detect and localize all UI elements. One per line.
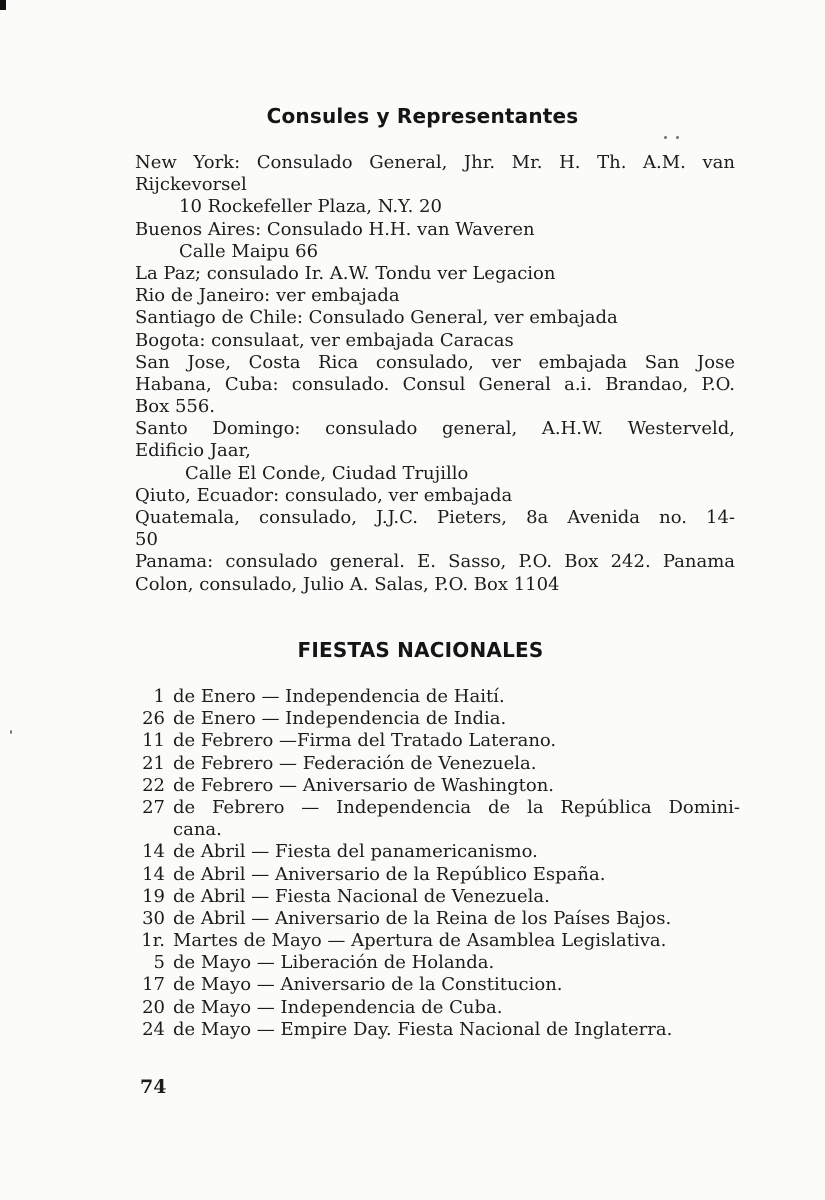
fiesta-row — [135, 797, 740, 819]
fiesta-day: 11 — [142, 730, 165, 752]
fiesta-row — [135, 708, 740, 730]
consul-line: Rio de Janeiro: ver embajada — [135, 285, 400, 307]
fiesta-day: 5 — [153, 952, 165, 974]
fiestas-heading: FIESTAS NACIONALES — [297, 638, 544, 662]
consul-line: Calle Maipu 66 — [179, 240, 319, 262]
fiesta-row — [135, 775, 740, 797]
fiesta-text: de Abril — Fiesta Nacional de Venezuela. — [173, 885, 550, 907]
consul-line: Santo Domingo: consulado general, A.H.W. Westerveld, — [135, 418, 735, 440]
scan-speck — [676, 136, 679, 139]
fiesta-text: de Mayo — Empire Day. Fiesta Nacional de Inglaterra. — [173, 1018, 673, 1040]
consul-line: Santiago de Chile: Consulado General, ver embajada — [135, 307, 618, 329]
fiesta-day: 19 — [142, 885, 165, 907]
fiesta-day: 14 — [142, 863, 165, 885]
consul-line: Habana, Cuba: consulado. Consul General a.i. Brandao, P.O. — [135, 373, 735, 395]
fiesta-day: 17 — [142, 974, 165, 996]
fiesta-row — [135, 997, 740, 1019]
fiesta-day: 27 — [142, 796, 165, 818]
fiesta-text: de Mayo — Independencia de Cuba. — [173, 996, 503, 1018]
fiesta-text: de Febrero — Independencia de la República Domini- — [173, 796, 740, 818]
fiesta-day: 24 — [142, 1018, 165, 1040]
fiesta-text: de Abril — Aniversario de la Repúblico España. — [173, 863, 606, 885]
fiesta-row — [135, 886, 740, 908]
fiesta-day: 1r. — [141, 930, 165, 952]
fiesta-day: 30 — [142, 907, 165, 929]
consul-line: Calle El Conde, Ciudad Trujillo — [185, 462, 469, 484]
fiesta-text: de Abril — Aniversario de la Reina de los Países Bajos. — [173, 907, 672, 929]
consul-line: Qiuto, Ecuador: consulado, ver embajada — [135, 484, 513, 506]
fiesta-row — [135, 753, 740, 775]
scan-speck — [10, 730, 12, 734]
consul-line: Quatemala, consulado, J.J.C. Pieters, 8a Avenida no. 14- — [135, 507, 735, 528]
fiesta-text: de Febrero —Firma del Tratado Laterano. — [173, 730, 557, 752]
fiesta-text: Martes de Mayo — Apertura de Asamblea Legislativa. — [173, 930, 667, 952]
consul-line: Edificio Jaar, — [135, 440, 251, 462]
fiesta-row — [135, 930, 740, 952]
consul-line: New York: Consulado General, Jhr. Mr. H. Th. A.M. van — [135, 152, 735, 173]
consul-line: San Jose, Costa Rica consulado, ver embajada San Jose — [135, 351, 735, 373]
consules-heading: Consules y Representantes — [266, 104, 579, 128]
fiesta-row — [135, 974, 740, 996]
consul-line: Buenos Aires: Consulado H.H. van Waveren — [135, 218, 535, 240]
consul-line: Rijckevorsel — [135, 174, 247, 196]
fiesta-row — [135, 841, 740, 863]
fiesta-row — [135, 686, 740, 708]
page-number: 74 — [140, 1076, 167, 1098]
consul-line: Box 556. — [135, 396, 216, 418]
consul-line: 50 — [135, 529, 158, 551]
fiesta-text: de Mayo — Liberación de Holanda. — [173, 952, 495, 974]
fiesta-day: 20 — [142, 996, 165, 1018]
fiesta-text: de Mayo — Aniversario de la Constitucion. — [173, 974, 563, 996]
fiestas-list — [135, 686, 740, 1041]
fiesta-row — [135, 864, 740, 886]
consul-line: Colon, consulado, Julio A. Salas, P.O. Box 1104 — [135, 573, 560, 595]
fiesta-day: 1 — [153, 686, 165, 707]
fiesta-text: cana. — [173, 819, 222, 841]
fiesta-text: de Febrero — Aniversario de Washington. — [173, 774, 555, 796]
fiesta-row — [135, 1019, 740, 1041]
fiesta-text: de Febrero — Federación de Venezuela. — [173, 752, 537, 774]
scan-speck — [664, 136, 667, 139]
consul-line: Panama: consulado general. E. Sasso, P.O. Box 242. Panama — [135, 551, 735, 573]
fiesta-row — [135, 819, 740, 841]
fiesta-day — [135, 819, 165, 841]
fiesta-text: de Enero — Independencia de Haití. — [173, 686, 505, 707]
consul-line: 10 Rockefeller Plaza, N.Y. 20 — [179, 196, 442, 218]
fiesta-text: de Enero — Independencia de India. — [173, 708, 507, 730]
fiesta-day: 22 — [142, 774, 165, 796]
fiesta-row — [135, 952, 740, 974]
fiesta-text: de Abril — Fiesta del panamericanismo. — [173, 841, 538, 863]
fiesta-row — [135, 908, 740, 930]
consules-list — [135, 152, 735, 596]
consul-line: La Paz; consulado Ir. A.W. Tondu ver Legacion — [135, 262, 556, 284]
fiesta-day: 21 — [142, 752, 165, 774]
scan-corner-mark — [0, 0, 6, 10]
consul-line: Bogota: consulaat, ver embajada Caracas — [135, 329, 514, 351]
fiesta-day: 26 — [142, 708, 165, 730]
fiesta-row — [135, 730, 740, 752]
fiesta-day: 14 — [142, 841, 165, 863]
